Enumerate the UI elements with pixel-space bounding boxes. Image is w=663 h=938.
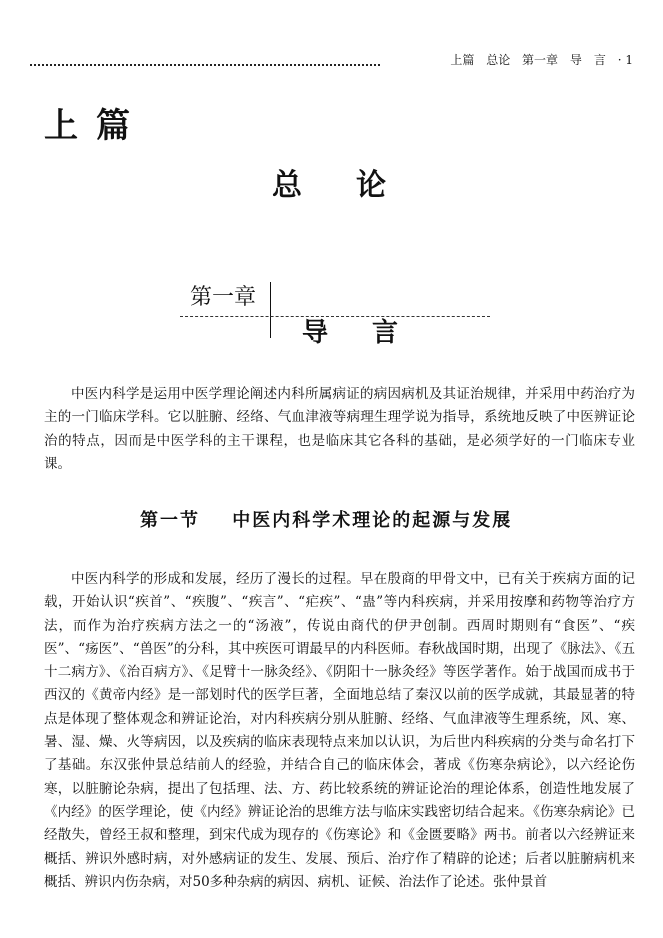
chapter-divider-vertical [270, 282, 271, 338]
running-header [30, 50, 633, 70]
intro-paragraph: 中医内科学是运用中医学理论阐述内科所属病证的病因病机及其证治规律，并采用中药治疗为主的一门临床学科。它以脏腑、经络、气血津液等病理生理学说为指导，系统地反映了中医辨证论治的特点，因而是中医学科的主干课程，也是临床其它各科的基础，是必须学好的一门临床专业课。 [44, 386, 635, 472]
page-number: · 1 [617, 53, 633, 67]
header-section: 总论 [486, 53, 511, 67]
header-part: 上篇 [450, 53, 475, 67]
section-heading-title: 中医内科学术理论的起源与发展 [232, 510, 513, 531]
chapter-heading-block [180, 280, 490, 350]
chapter-label: 第一章 [190, 285, 257, 310]
header-chapter-title: 导 言 [569, 53, 606, 67]
body-paragraph: 中医内科学的形成和发展，经历了漫长的过程。早在殷商的甲骨文中，已有关于疾病方面的记载，开始认识“疾首”、“疾腹”、“疾言”、“疟疾”、“蛊”等内科疾病，并采用按摩和药物等治疗方法，而作为治疗疾病方法之一的“汤液”，传说由商代的伊尹创制。西周时期则有“食医”、“疾医”、“疡医”、“兽医”的分科，其中疾医可谓最早的内科医师。春秋战国时期，出现了《脉法》、《五十二病方》、《治百病方》、《足臂十一脉灸经》、《阴阳十一脉灸经》等医学著作。始于战国而成书于西汉的《黄帝内经》是一部划时代的医学巨著，全面地总结了秦汉以前的医学成就，其最显著的特点是体现了整体观念和辨证论治，对内科疾病分别从脏腑、经络、气血津液等生理系统，风、寒、暑、湿、燥、火等病因，以及疾病的临床表现特点来加以认识，为后世内科疾病的分类与命名打下了基础。东汉张仲景总结前人的经验，并结合自己的临床体会，著成《伤寒杂病论》，以六经论伤寒，以脏腑论杂病，提出了包括理、法、方、药比较系统的辨证论治的理论体系，创造性地发展了《内经》的医学理论，使《内经》辨证论治的思维方法与临床实践密切结合起来。《伤寒杂病论》已经散失，曾经王叔和整理，到宋代成为现存的《伤寒论》和《金匮要略》两书。前者以六经辨证来概括、辨识外感时病，对外感病证的发生、发展、预后、治疗作了精辟的论述；后者以脏腑病机来概括、辨识内伤杂病，对50多种杂病的病因、病机、证候、治法作了论述。张仲景首 [44, 571, 635, 890]
chapter-title: 导言 [302, 318, 443, 348]
section-title: 总论 [272, 168, 440, 203]
header-chapter: 第一章 [522, 53, 559, 67]
header-dotted-leader [30, 44, 380, 66]
part-title: 上篇 [44, 106, 148, 146]
section-heading [140, 508, 512, 534]
section-number: 第一节 [140, 510, 200, 531]
header-text [442, 50, 633, 70]
